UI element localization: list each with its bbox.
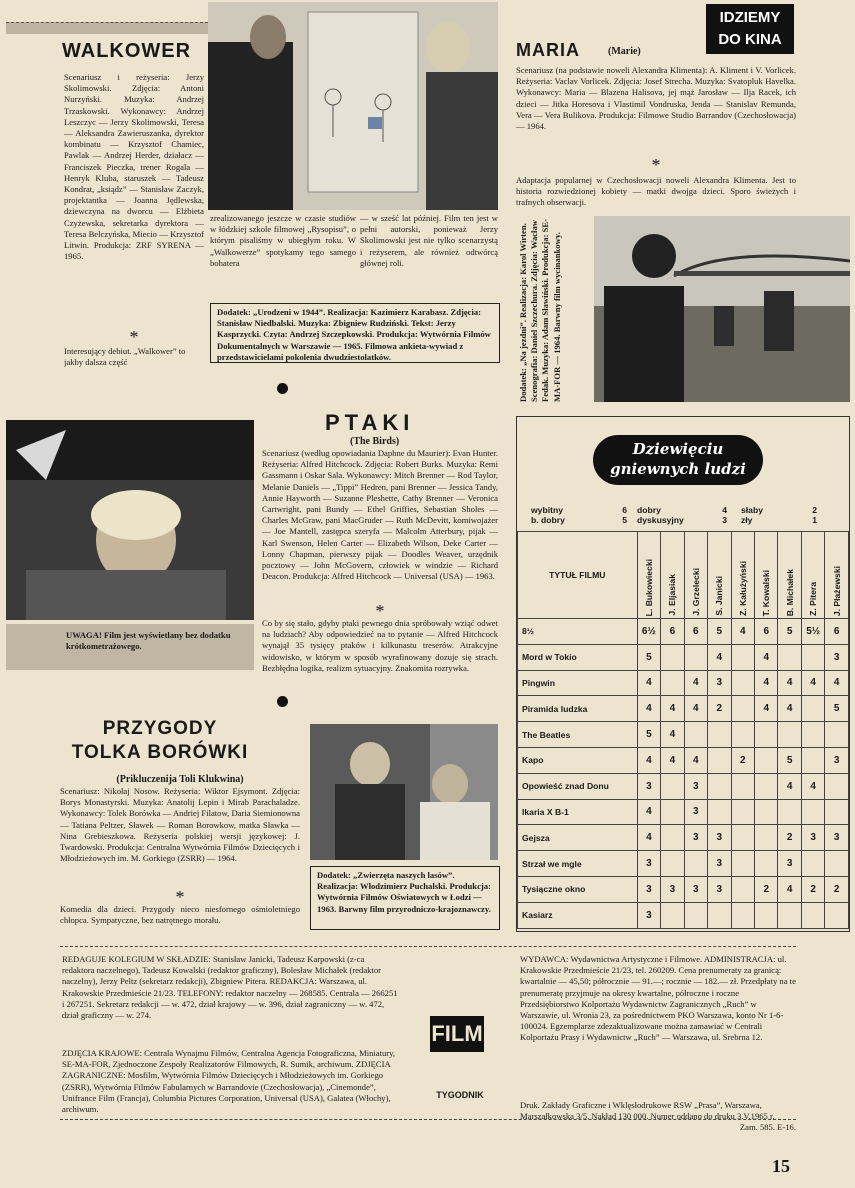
score-cell: 4 — [684, 696, 707, 722]
score-cell: 2 — [825, 876, 849, 902]
score-cell — [801, 722, 824, 748]
score-cell: 6 — [684, 619, 707, 645]
maria-note: Adaptacja popularnej w Czechosłowacji noweli Alexandra Klimenta. Jest to historia rozwiedzionej kobiety — matki dwojga dzieci. Sporo świeżych i trafnych obserwacji. — [516, 175, 796, 208]
film-title: Opowieść znad Donu — [518, 773, 638, 799]
score-cell: 3 — [708, 825, 731, 851]
film-title: Piramida ludzka — [518, 696, 638, 722]
ptaki-warning: UWAGA! Film jest wyświetlany bez dodatku krótkometrażowego. — [6, 624, 254, 670]
score-cell — [661, 799, 684, 825]
score-cell — [731, 851, 754, 877]
legend-label: dobry — [637, 505, 661, 515]
legend-value: 6 — [622, 505, 627, 515]
table-row — [518, 696, 849, 722]
score-cell: 4 — [801, 670, 824, 696]
score-cell: 3 — [825, 825, 849, 851]
przygody-title-line1: PRZYGODY — [102, 718, 218, 739]
column-header-title: TYTUŁ FILMU — [518, 532, 638, 619]
walkower-image — [208, 2, 498, 210]
walkower-text-col3: — w sześć lat później. Film ten jest w pełni autorski, ponieważ Jerzy Skolimowski jest nie tylko scenarzystą i reżyserem, ale również odtwórcą głównej roli. — [360, 213, 498, 268]
legend-value: 4 — [722, 505, 727, 515]
przygody-title-line2: TOLKA BORÓWKI — [71, 742, 249, 763]
score-cell: 5 — [637, 722, 660, 748]
score-cell: 3 — [637, 876, 660, 902]
score-cell — [801, 644, 824, 670]
score-cell — [684, 851, 707, 877]
critic-header — [825, 532, 849, 619]
score-cell — [731, 902, 754, 928]
dodatek-na-jezdni: Dodatek: „Na jezdni”. Realizacja: Karol Wirten. Scenografia: Daniel Szczechura. Zdjęcia: Wacław Fedak. Muzyka: Adam Sławiński. Produkcja: SE-MA-FOR — 1964. Barwny film wycinankowy. — [518, 219, 562, 402]
score-cell — [708, 722, 731, 748]
score-cell — [661, 825, 684, 851]
maria-credits: Scenariusz (na podstawie noweli Alexandra Klimenta): A. Kliment i V. Vorlicek. Reżyseria: Vaclav Vorlicek. Zdjęcia: Josef Strecha. Muzyka: Svatopluk Havelka. Wykonawcy: Maria — Blazena Halisova, jej mąż Jarosław — Ilja Racek, ich dzieci — Jitka Horesova i Vlastimil Vondruska, Jenda — Stanislav Remunda, Vera — Vera Bulikova. Produkcja: Filmowe Studio Barrandov (Czechosłowacja) — 1964. — [516, 65, 796, 132]
score-cell: 4 — [637, 799, 660, 825]
table-row — [518, 747, 849, 773]
maria-subtitle: (Marie) — [608, 46, 641, 57]
film-title: Strzał we mgle — [518, 851, 638, 877]
dodatek-zwierzeta: Dodatek: „Zwierzęta naszych lasów”. Realizacja: Włodzimierz Puchalski. Produkcja: Wytwórnia Filmów Oświatowych w Łodzi — 1963. Barwny film przyrodniczo-krajoznawczy. — [310, 866, 500, 930]
critic-name: T. Kowalski — [761, 569, 772, 616]
score-cell: 3 — [708, 851, 731, 877]
score-cell: 3 — [637, 773, 660, 799]
critic-header — [708, 532, 731, 619]
score-cell — [754, 902, 777, 928]
legend-value: 3 — [722, 515, 727, 525]
walkower-text-col2: zrealizowanego jeszcze w czasie studiów w łódzkiej szkole filmowej „Rysopisu”, o którym pisaliśmy w ubiegłym roku. W „Walkowerze” spotykamy tego samego bohatera — [210, 213, 356, 268]
score-cell: 4 — [684, 747, 707, 773]
film-logo: FILM — [430, 1016, 484, 1052]
score-cell — [778, 902, 801, 928]
score-cell: 3 — [825, 747, 849, 773]
score-cell: 3 — [661, 876, 684, 902]
table-row — [518, 902, 849, 928]
badge-line2: DO KINA — [718, 31, 782, 48]
ratings-legend — [531, 505, 841, 525]
score-cell: 4 — [778, 876, 801, 902]
film-title: Tysiączne okno — [518, 876, 638, 902]
bullet-dot — [277, 696, 288, 707]
score-cell — [754, 825, 777, 851]
legend-label: zły — [741, 515, 753, 525]
maria-title: MARIA — [516, 40, 580, 60]
legend-row — [531, 515, 841, 525]
score-cell: 3 — [708, 876, 731, 902]
score-cell: 4 — [731, 619, 754, 645]
film-title: Ikaria X B-1 — [518, 799, 638, 825]
ratings-panel — [516, 416, 850, 932]
score-cell: 3 — [684, 799, 707, 825]
score-cell: 4 — [825, 670, 849, 696]
score-cell: 5 — [778, 619, 801, 645]
critic-name: J. Grzelecki — [690, 568, 701, 616]
score-cell — [801, 902, 824, 928]
critic-header — [754, 532, 777, 619]
przygody-subtitle: (Prikluczenija Toli Klukwina) — [116, 774, 244, 785]
critic-name: S. Janicki — [714, 576, 725, 616]
score-cell: 2 — [778, 825, 801, 851]
ptaki-title: PTAKI — [325, 410, 415, 435]
ptaki-photo — [6, 420, 254, 620]
table-row — [518, 644, 849, 670]
star-divider: * — [129, 327, 139, 347]
table-row — [518, 773, 849, 799]
przygody-image — [310, 724, 498, 860]
table-row — [518, 670, 849, 696]
score-cell: 4 — [637, 825, 660, 851]
score-cell: 4 — [708, 644, 731, 670]
critic-header — [684, 532, 707, 619]
table-row — [518, 825, 849, 851]
score-cell — [684, 902, 707, 928]
score-cell — [754, 773, 777, 799]
score-cell — [661, 644, 684, 670]
score-cell — [731, 696, 754, 722]
score-cell: 4 — [661, 696, 684, 722]
score-cell — [731, 876, 754, 902]
score-cell — [778, 644, 801, 670]
score-cell: 5½ — [801, 619, 824, 645]
przygody-note: Komedia dla dzieci. Przygody nieco niesfornego ośmioletniego chłopca. Sympatyczne, bez natrętnego morału. — [60, 904, 300, 926]
score-cell: 4 — [754, 670, 777, 696]
critic-name: Z. Kałużyński — [737, 561, 748, 616]
score-cell: 2 — [754, 876, 777, 902]
score-cell: 6 — [661, 619, 684, 645]
score-cell: 4 — [637, 747, 660, 773]
critic-name: L. Bukowiecki — [643, 558, 654, 616]
ratings-heading-line1: Dziewięciu — [632, 440, 724, 458]
critic-name: Z. Pitera — [808, 582, 819, 616]
ratings-table — [517, 531, 849, 929]
legend-value: 2 — [812, 505, 817, 515]
score-cell: 3 — [825, 644, 849, 670]
score-cell — [825, 722, 849, 748]
score-cell — [801, 696, 824, 722]
star-divider: * — [375, 601, 385, 621]
score-cell: 6 — [754, 619, 777, 645]
score-cell — [661, 851, 684, 877]
score-cell — [825, 799, 849, 825]
film-title: Kasiarz — [518, 902, 638, 928]
legend-row — [531, 505, 841, 515]
score-cell — [754, 799, 777, 825]
score-cell — [801, 799, 824, 825]
score-cell: 4 — [661, 747, 684, 773]
table-row — [518, 851, 849, 877]
footer-druk: Druk. Zakłady Graficzne i Wklęsłodrukowe RSW „Prasa”, Warszawa, Marszałkowska 3/5. Nakład 130 000. Numer oddano do druku 3.V.1965 r. — [520, 1100, 775, 1122]
ptaki-image — [6, 420, 254, 620]
score-cell: 6½ — [637, 619, 660, 645]
score-cell: 4 — [637, 670, 660, 696]
score-cell: 5 — [708, 619, 731, 645]
maria-photo — [594, 216, 850, 402]
footer-redakcja: REDAGUJE KOLEGIUM W SKŁADZIE: Stanisław Janicki, Tadeusz Karpowski (z-ca redaktora naczelnego), Tadeusz Kowalski (redaktor graficzny), Bolesław Michałek (redaktor naczelny), Jerzy Peltz (sekretarz redakcji), Zbigniew Pitera. REDAKCJA: Warszawa, ul. Krakowskie Przedmieście 21/23. TELEFONY: redaktor naczelny — 268585. Centrala — 266251 i 267251. Sekretarz redakcji — w. 472, dział krajowy — w. 396, dział zagraniczny — w. 472, dział graficzny — w. 274. — [62, 954, 398, 1021]
score-cell: 2 — [801, 876, 824, 902]
film-logo-subtitle: TYGODNIK — [436, 1090, 484, 1100]
badge-line1: IDZIEMY — [719, 9, 781, 26]
legend-label: b. dobry — [531, 515, 565, 525]
critic-name: J. Eljasiak — [667, 574, 678, 616]
score-cell: 2 — [731, 747, 754, 773]
star-divider: * — [175, 887, 185, 907]
score-cell — [731, 670, 754, 696]
film-title: 8½ — [518, 619, 638, 645]
table-row — [518, 799, 849, 825]
score-cell — [731, 799, 754, 825]
score-cell — [731, 722, 754, 748]
score-cell: 5 — [637, 644, 660, 670]
film-title: Pingwin — [518, 670, 638, 696]
score-cell: 4 — [778, 696, 801, 722]
legend-value: 5 — [622, 515, 627, 525]
walkower-credits: Scenariusz i reżyseria: Jerzy Skolimowski. Zdjęcia: Antoni Nurzyński. Muzyka: Andrzej Trzaskowski. Wykonawcy: Andrzej Leszczyc — Jerzy Skolimowski, Teresa — Aleksandra Zawieruszanka, dyrektor kombinatu — Krzysztof Chamiec, Pawlak — Andrzej Herder, działacz — Franciszek Pieczka, trener Rogala — Henryk Kluba, staruszek — Tadeusz Kondrat, „ksiądz” — Stanisław Zaczyk, projektantka — Joanna Jędlewska, dziewczyna na dworcu — Elżbieta Czyżewska, sekretarka dyrektora — Teresa Belczyńska, Miecio — Krzysztof Litwin. Produkcja: ZRF SYRENA — 1965. — [64, 72, 204, 262]
critic-header — [661, 532, 684, 619]
walkower-note: Interesujący debiut. „Walkower” to jakby dalsza część — [64, 346, 186, 368]
score-cell — [801, 851, 824, 877]
score-cell: 4 — [754, 696, 777, 722]
score-cell: 3 — [684, 773, 707, 799]
score-cell: 3 — [684, 825, 707, 851]
score-cell — [684, 722, 707, 748]
film-title: Gejsza — [518, 825, 638, 851]
critic-name: B. Michałek — [784, 568, 795, 616]
score-cell — [708, 773, 731, 799]
score-cell: 5 — [825, 696, 849, 722]
score-cell — [661, 773, 684, 799]
ptaki-subtitle: (The Birds) — [350, 436, 400, 447]
score-cell — [661, 670, 684, 696]
score-cell — [731, 644, 754, 670]
score-cell — [801, 747, 824, 773]
ratings-heading — [593, 435, 763, 485]
score-cell: 3 — [684, 876, 707, 902]
score-cell — [825, 773, 849, 799]
przygody-photo — [310, 724, 498, 860]
critic-header — [778, 532, 801, 619]
score-cell: 6 — [825, 619, 849, 645]
idziemy-do-kina-badge — [706, 4, 794, 54]
dodatek-na-jezdni-box — [518, 216, 594, 402]
maria-image — [594, 216, 850, 402]
score-cell: 4 — [754, 644, 777, 670]
footer-wydawca: WYDAWCA: Wydawnictwa Artystyczne i Filmowe. ADMINISTRACJA: ul. Krakowskie Przedmieście 21/23, tel. 260209. Cena prenumeraty za granicą: kwartalnie — 45,50; półrocznie — 91.—; rocznie — 182.— zł. Przedpłaty na te prenumeratę przyjmuje na okresy kwartalne, półroczne i roczne Przedsiębiorstwo Kolportażu Wydawnictw Zagranicznych „Ruch” w Warszawie, ul. Wronia 23, za pośrednictwem PKO Warszawa, konto Nr 1-6-100024. Egzemplarze zdezaktualizowane można zamawiać w Centrali Kolportażu Prasy i Wydawnictw „Ruch” — Warszawa, ul. Srebrna 12. — [520, 954, 796, 1043]
header-strip — [6, 22, 208, 34]
score-cell — [825, 851, 849, 877]
critic-header — [801, 532, 824, 619]
score-cell — [708, 747, 731, 773]
score-cell — [754, 722, 777, 748]
star-divider: * — [651, 155, 661, 175]
score-cell — [661, 902, 684, 928]
score-cell: 2 — [708, 696, 731, 722]
score-cell: 3 — [637, 902, 660, 928]
legend-label: dyskusyjny — [637, 515, 684, 525]
score-cell — [754, 747, 777, 773]
walkower-title: WALKOWER — [62, 40, 192, 62]
critic-name: J. Płażewski — [831, 565, 842, 616]
critic-header — [731, 532, 754, 619]
ratings-heading-line2: gniewnych ludzi — [610, 460, 746, 478]
score-cell — [708, 799, 731, 825]
score-cell — [754, 851, 777, 877]
table-row — [518, 619, 849, 645]
score-cell — [778, 722, 801, 748]
dodatek-urodzeni: Dodatek: „Urodzeni w 1944”. Realizacja: Kazimierz Karabasz. Zdjęcia: Stanisław Niedbalski. Muzyka: Zbigniew Rudziński. Tekst: Jerzy Kasprzycki. Czyta: Andrzej Szczepkowski. Produkcja: Wytwórnia Filmów Dokumentalnych w Warszawie — 1965. Filmowa ankieta-wywiad z przedstawicielami pokolenia dwudziestolatków. — [210, 303, 500, 363]
score-cell: 3 — [708, 670, 731, 696]
film-title: The Beatles — [518, 722, 638, 748]
film-title: Mord w Tokio — [518, 644, 638, 670]
legend-label: wybitny — [531, 505, 563, 515]
score-cell — [684, 644, 707, 670]
score-cell: 4 — [661, 722, 684, 748]
score-cell: 4 — [778, 670, 801, 696]
ratings-header-row — [518, 532, 849, 619]
table-row — [518, 876, 849, 902]
walkower-photo — [208, 2, 498, 210]
score-cell: 4 — [778, 773, 801, 799]
ptaki-credits: Scenariusz (według opowiadania Daphne du Maurier): Evan Hunter. Reżyseria: Alfred Hitchcock. Zdjęcia: Robert Burks. Muzyka: Remi Gassmann i Oskar Sala. Wykonawcy: Mitch Brenner — Rod Taylor, Melanie Daniels — „Tippi” Hedren, pani Brenner — Jessica Tandy, Annie Hayworth — Suzanne Pleshette, Cathy Brenner — Veronica Cartwright, pani Bundy — Ethel Griffies, Sebastian Sholes — Charles McGraw, pani MacGruder — Ruth McDevitt, komiwojażer — Joe Mantell, zastępca szeryfa — Malcolm Atterbury, pijak — Karl Swenson, Helen Carter — Elizabeth Wilson, Deke Carter — Lonny Chapman, pierwszy pijak — Doodles Weaver, urzędnik pocztowy — John McGovern, człowiek w windzie — Richard Deacon. Produkcja: Alfred Hitchcock — Universal (USA) — 1963. — [262, 448, 498, 582]
critic-header — [637, 532, 660, 619]
score-cell: 4 — [684, 670, 707, 696]
bullet-dot — [277, 383, 288, 394]
table-row — [518, 722, 849, 748]
score-cell — [778, 799, 801, 825]
score-cell — [731, 773, 754, 799]
page-number: 15 — [772, 1156, 790, 1176]
ptaki-note: Co by się stało, gdyby ptaki pewnego dnia spróbowały wziąć odwet na ludziach? Aby odpowiedzieć na to pytanie — Alfred Hitchcock wynajął 35 tysięcy ptaków i kilkunastu treserów. Atrakcyjne widowisko, w którym w sposób wyrafinowany dozuje się strach. Bezbłędna logika, realizm sytuacyjny. Znakomita rozrywka. — [262, 618, 498, 673]
legend-label: słaby — [741, 505, 763, 515]
przygody-credits: Scenariusz: Nikołaj Nosow. Reżyseria: Wiktor Ejsymont. Zdjęcia: Borys Monastyrski. Muzyka: Anatolij Lepin i Mirab Parachaladze. Wykonawcy: Tolek Borówka — Andriej Filatow, Daria Siemionowna — Tatiana Peltzer, Sławek — Roman Borowkow, matka Sławka — Nina Grebieszkowa. Reżyseria polskiej wersji językowej: J. Twardowski. Produkcja: Centralna Wytwórnia Filmów Dziecięcych i Młodzieżowych im. M. Gorkiego (ZSRR) — 1964. — [60, 786, 300, 864]
score-cell: 4 — [637, 696, 660, 722]
score-cell: 3 — [637, 851, 660, 877]
score-cell — [731, 825, 754, 851]
score-cell: 3 — [778, 851, 801, 877]
score-cell — [825, 902, 849, 928]
film-title: Kapo — [518, 747, 638, 773]
legend-value: 1 — [812, 515, 817, 525]
footer-zam: Zam. 585. E-16. — [739, 1122, 796, 1132]
score-cell: 4 — [801, 773, 824, 799]
score-cell — [708, 902, 731, 928]
score-cell: 5 — [778, 747, 801, 773]
footer-zdjecia: ZDJĘCIA KRAJOWE: Centrala Wynajmu Filmów, Centralna Agencja Fotograficzna, Miniatury, SE-MA-FOR, Zjednoczone Zespoły Realizatorów Filmowych, R. Sumik, archiwum. ZDJĘCIA ZAGRANICZNE: Mosfilm, Wytwórnia Filmów Dziecięcych i Młodzieżowych im. Gorkiego (ZSRR), Wytwórnia Filmów Fabularnych w Barrandovie (Czechosłowacja), „Cinemonde”, Unifrance Film (Francja), Columbia Pictures Corporation, Universal (USA), Galatea (Włochy), archiwum. — [62, 1048, 396, 1115]
score-cell: 3 — [801, 825, 824, 851]
